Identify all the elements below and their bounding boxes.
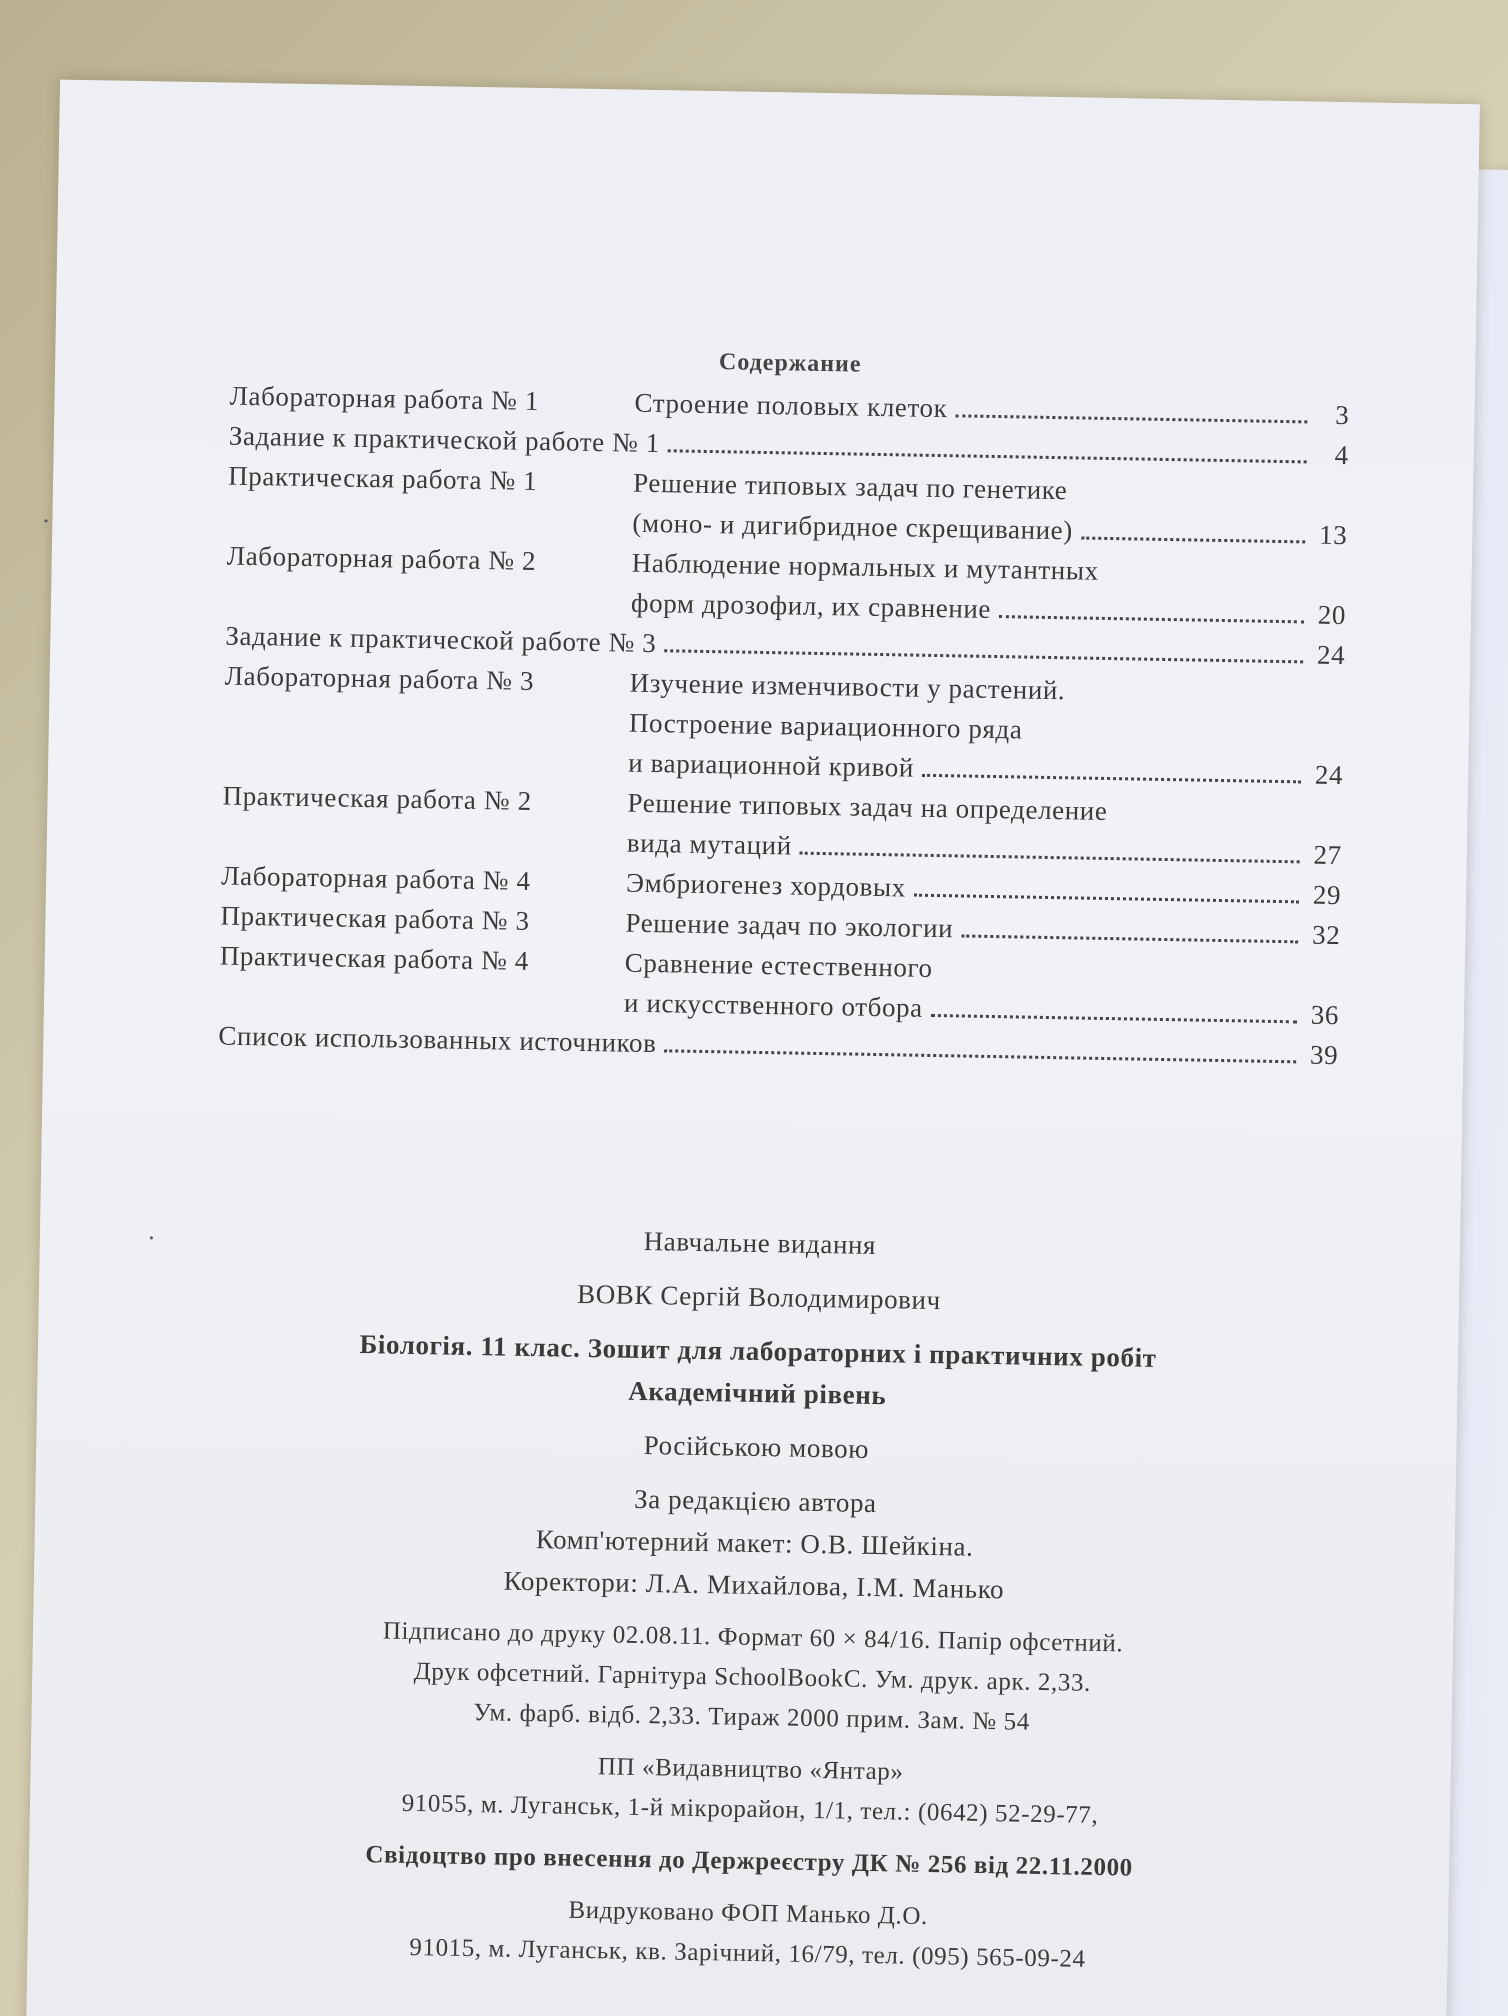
layout-credit: Комп'ютерний макет: О.В. Шейкіна. (535, 1524, 974, 1562)
author-name: ВОВК Сергій Володимирович (576, 1278, 942, 1316)
toc-entry-title: Сравнение естественного (624, 947, 933, 983)
toc-page-number: 3 (1335, 399, 1350, 431)
toc-entry-title: Изучение изменчивости у растений. (629, 667, 1066, 706)
imprint-block (167, 1212, 1340, 1984)
correctors-credit: Коректори: Л.А. Михайлова, І.М. Манько (503, 1565, 1005, 1605)
academic-level: Академічний рівень (628, 1375, 887, 1411)
toc-entry-title: и искусственного отбора (623, 987, 924, 1023)
toc-entry-label: Практическая работа № 4 (219, 940, 530, 976)
toc-entry-title: Построение вариационного ряда (628, 707, 1023, 745)
toc-entry-title: Решение типовых задач на определение (627, 787, 1108, 826)
printer-address: 91015, м. Луганськ, кв. Зарічний, 16/79, тел. (095) 565-09-24 (409, 1933, 1086, 1973)
toc-entry-title: (моно- и дигибридное скрещивание) (632, 507, 1074, 546)
toc-dot-leader (664, 1049, 1296, 1063)
toc-page-number: 24 (1314, 759, 1344, 791)
print-details-3: Ум. фарб. відб. 2,33. Тираж 2000 прим. Зам. № 54 (473, 1699, 1031, 1736)
ink-speck (150, 1236, 153, 1239)
toc-dot-leader (999, 615, 1304, 623)
toc-heading: Содержание (718, 349, 862, 378)
toc-dot-leader (1081, 536, 1306, 543)
toc-dot-leader (664, 649, 1303, 663)
toc-entry-label: Лабораторная работа № 4 (220, 860, 531, 896)
toc-entry-label: Практическая работа № 1 (227, 460, 538, 496)
toc-page-number: 13 (1318, 519, 1348, 551)
toc-entry-label: Лабораторная работа № 1 (229, 380, 540, 417)
publisher-address: 91055, м. Луганськ, 1-й мікрорайон, 1/1, тел.: (0642) 52-29-77, (401, 1789, 1099, 1829)
toc-page-number: 36 (1310, 999, 1340, 1031)
table-of-contents (218, 341, 1350, 1075)
edition-type: Навчальне видання (643, 1225, 877, 1261)
toc-entry-title: Эмбриогенез хордовых (625, 867, 907, 903)
toc-dot-leader (668, 449, 1307, 463)
registry-certificate: Свідоцтво про внесення до Держреєстру ДК № 256 від 22.11.2000 (365, 1841, 1134, 1882)
toc-dot-leader (955, 414, 1307, 423)
toc-entry-label: Практическая работа № 3 (220, 900, 530, 936)
toc-entry-label: Лабораторная работа № 3 (224, 660, 535, 696)
toc-entries (218, 376, 1350, 1075)
toc-entry-title: Строение половых клеток (634, 387, 948, 424)
toc-entry-label: Задание к практической работе № 3 (225, 620, 657, 659)
toc-entry-label: Лабораторная работа № 2 (226, 540, 537, 576)
toc-entry (223, 656, 1345, 796)
toc-entry-title: Решение типовых задач по генетике (632, 467, 1068, 506)
book-title: Біологія. 11 клас. Зошит для лабораторних і практичних робіт (359, 1329, 1157, 1373)
toc-dot-leader (914, 894, 1299, 904)
toc-entry-title: Решение задач по экологии (625, 907, 954, 944)
toc-entry-title: Наблюдение нормальных и мутантных (631, 547, 1099, 586)
toc-entry-title: вида мутаций (626, 827, 793, 861)
toc-page-number: 24 (1316, 639, 1346, 671)
toc-dot-leader (922, 774, 1301, 784)
publisher-name: ПП «Видавництво «Янтар» (597, 1753, 904, 1786)
toc-entry-label: Список использованных источников (218, 1020, 657, 1059)
toc-page-number: 27 (1313, 839, 1343, 871)
toc-page-number: 39 (1309, 1039, 1339, 1071)
toc-entry-title: форм дрозофил, их сравнение (630, 587, 992, 624)
toc-page-number: 29 (1312, 879, 1342, 911)
editor-note: За редакцією автора (633, 1483, 877, 1519)
toc-dot-leader (931, 1014, 1297, 1023)
toc-dot-leader (800, 852, 1300, 864)
print-details-1: Підписано до друку 02.08.11. Формат 60 × 84/16. Папір офсетний. (382, 1617, 1124, 1658)
toc-entry-title: и вариационной кривой (628, 747, 915, 783)
toc-page-number: 4 (1334, 439, 1350, 471)
document-page (25, 80, 1480, 2016)
printer-name: Видруковано ФОП Манько Д.О. (568, 1896, 929, 1931)
ink-speck (44, 519, 47, 522)
language-note: Російською мовою (643, 1430, 870, 1464)
print-details-2: Друк офсетний. Гарнітура SchoolBookC. Ум. друк. арк. 2,33. (413, 1658, 1092, 1697)
toc-entry-label: Практическая работа № 2 (222, 780, 532, 816)
toc-page-number: 20 (1317, 599, 1347, 631)
toc-page-number: 32 (1311, 919, 1341, 951)
toc-dot-leader (961, 934, 1298, 943)
toc-entry-label: Задание к практической работе № 1 (228, 420, 661, 459)
